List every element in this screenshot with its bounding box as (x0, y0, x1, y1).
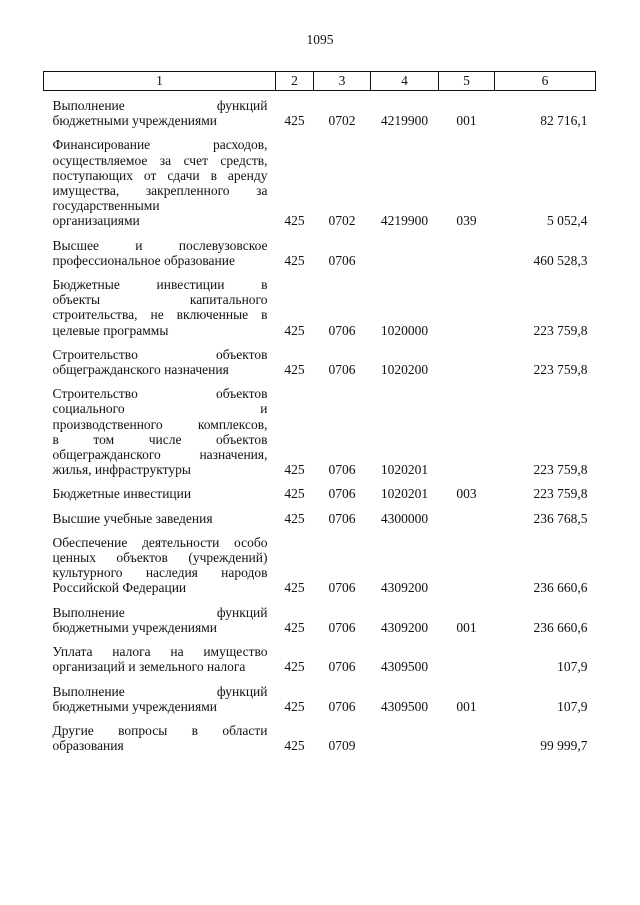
description-line: социального и (52, 401, 268, 417)
description-line: государственными (52, 198, 160, 214)
budget-table-container (43, 71, 595, 753)
header-row (44, 72, 596, 91)
row-description (44, 526, 276, 596)
row-description (44, 229, 276, 268)
expense-type-code (439, 229, 495, 268)
table-row (44, 635, 596, 674)
row-description (44, 377, 276, 477)
row-description (44, 91, 276, 129)
header-col-3: 3 (314, 72, 371, 91)
row-description (44, 128, 276, 228)
row-description (44, 268, 276, 338)
table-row (44, 338, 596, 377)
section-code: 0706 (328, 659, 356, 675)
description-line: организациями (52, 213, 140, 229)
expense-type-code: 039 (456, 213, 477, 229)
description-line: Обеспечение деятельности особо (52, 534, 268, 550)
description-line: объекты капитального (52, 292, 268, 308)
expense-type-code (439, 502, 495, 526)
description-line: строительства, не включенные в (52, 307, 268, 323)
header-col-4: 4 (371, 72, 439, 91)
description-line: Бюджетные инвестиции (52, 486, 192, 502)
expense-type-code (439, 338, 495, 377)
ministry-code: 425 (284, 510, 305, 526)
budget-table (43, 71, 596, 753)
ministry-code: 425 (284, 698, 305, 714)
section-code: 0706 (328, 580, 356, 596)
table-row (44, 91, 596, 129)
table-row (44, 229, 596, 268)
target-article-code: 4219900 (380, 113, 429, 129)
amount: 236 660,6 (533, 580, 588, 596)
section-code: 0706 (328, 619, 356, 635)
header-col-5: 5 (439, 72, 495, 91)
table-row (44, 526, 596, 596)
amount: 223 759,8 (533, 486, 588, 502)
target-article-code: 1020200 (380, 362, 429, 378)
description-line: производственного комплексов, (52, 416, 268, 432)
section-code: 0702 (328, 113, 356, 129)
amount: 460 528,3 (533, 252, 588, 268)
amount: 107,9 (557, 659, 588, 675)
section-code: 0709 (328, 738, 356, 754)
description-line: Бюджетные инвестиции в (52, 277, 268, 293)
amount: 223 759,8 (533, 322, 588, 338)
ministry-code: 425 (284, 213, 305, 229)
row-description (44, 596, 276, 635)
expense-type-code (439, 526, 495, 596)
description-line: Высшие учебные заведения (52, 510, 213, 526)
description-line: Российской Федерации (52, 580, 187, 596)
ministry-code: 425 (284, 738, 305, 754)
description-line: Строительство объектов (52, 346, 268, 362)
description-line: имущества, закрепленного за (52, 183, 268, 199)
ministry-code: 425 (284, 659, 305, 675)
page-number: 1095 (306, 32, 334, 47)
section-code: 0706 (328, 486, 356, 502)
description-line: в том числе объектов (52, 431, 268, 447)
amount: 82 716,1 (540, 113, 588, 129)
description-line: организаций и земельного налога (52, 659, 246, 675)
amount: 107,9 (557, 698, 588, 714)
description-line: профессиональное образование (52, 252, 235, 268)
description-line: Высшее и послевузовское (52, 237, 268, 253)
ministry-code: 425 (284, 462, 305, 478)
expense-type-code (439, 377, 495, 477)
section-code: 0706 (328, 462, 356, 478)
ministry-code: 425 (284, 362, 305, 378)
description-line: Выполнение функций (52, 98, 268, 113)
expense-type-code: 001 (456, 113, 477, 129)
section-code: 0706 (328, 252, 356, 268)
amount: 223 759,8 (533, 462, 588, 478)
description-line: Другие вопросы в области (52, 722, 268, 738)
header-col-1: 1 (44, 72, 276, 91)
target-article-code: 4309500 (380, 698, 429, 714)
table-row (44, 502, 596, 526)
expense-type-code: 003 (456, 486, 477, 502)
target-article-code: 1020201 (380, 462, 429, 478)
description-line: ценных объектов (учреждений) (52, 550, 268, 566)
description-line: общегражданского назначения, (52, 447, 268, 463)
table-row (44, 268, 596, 338)
section-code: 0702 (328, 213, 356, 229)
ministry-code: 425 (284, 252, 305, 268)
target-article-code (371, 714, 439, 753)
amount: 99 999,7 (540, 738, 588, 754)
ministry-code: 425 (284, 113, 305, 129)
ministry-code: 425 (284, 322, 305, 338)
description-line: поступающих от сдачи в аренду (52, 167, 268, 183)
section-code: 0706 (328, 322, 356, 338)
table-body (44, 91, 596, 754)
target-article-code: 1020000 (380, 322, 429, 338)
row-description (44, 338, 276, 377)
description-line: целевые программы (52, 322, 169, 338)
table-row (44, 596, 596, 635)
table-row (44, 377, 596, 477)
amount: 5 052,4 (547, 213, 588, 229)
expense-type-code (439, 714, 495, 753)
row-description (44, 675, 276, 714)
ministry-code: 425 (284, 619, 305, 635)
amount: 236 660,6 (533, 619, 588, 635)
target-article-code (371, 229, 439, 268)
expense-type-code: 001 (456, 619, 477, 635)
header-col-2: 2 (276, 72, 314, 91)
row-description (44, 635, 276, 674)
description-line: осуществляемое за счет средств, (52, 152, 268, 168)
section-code: 0706 (328, 362, 356, 378)
table-row (44, 477, 596, 501)
header-col-6: 6 (495, 72, 596, 91)
table-row (44, 128, 596, 228)
target-article-code: 1020201 (380, 486, 429, 502)
description-line: Выполнение функций (52, 683, 268, 699)
description-line: общегражданского назначения (52, 362, 229, 378)
expense-type-code (439, 268, 495, 338)
description-line: Уплата налога на имущество (52, 644, 268, 660)
target-article-code: 4219900 (380, 213, 429, 229)
target-article-code: 4309200 (380, 580, 429, 596)
table-row (44, 714, 596, 753)
description-line: культурного наследия народов (52, 565, 268, 581)
row-description (44, 714, 276, 753)
ministry-code: 425 (284, 486, 305, 502)
row-description (44, 502, 276, 526)
amount: 236 768,5 (533, 510, 588, 526)
expense-type-code: 001 (456, 698, 477, 714)
description-line: Выполнение функций (52, 604, 268, 620)
description-line: бюджетными учреждениями (52, 619, 218, 635)
amount: 223 759,8 (533, 362, 588, 378)
description-line: бюджетными учреждениями (52, 113, 218, 129)
table-header (44, 72, 596, 91)
expense-type-code (439, 635, 495, 674)
section-code: 0706 (328, 510, 356, 526)
target-article-code: 4309200 (380, 619, 429, 635)
target-article-code: 4309500 (380, 659, 429, 675)
target-article-code: 4300000 (380, 510, 429, 526)
section-code: 0706 (328, 698, 356, 714)
description-line: жилья, инфраструктуры (52, 462, 191, 478)
description-line: образования (52, 738, 124, 754)
description-line: бюджетными учреждениями (52, 698, 218, 714)
description-line: Финансирование расходов, (52, 137, 268, 153)
ministry-code: 425 (284, 580, 305, 596)
row-description (44, 477, 276, 501)
table-row (44, 675, 596, 714)
description-line: Строительство объектов (52, 386, 268, 402)
